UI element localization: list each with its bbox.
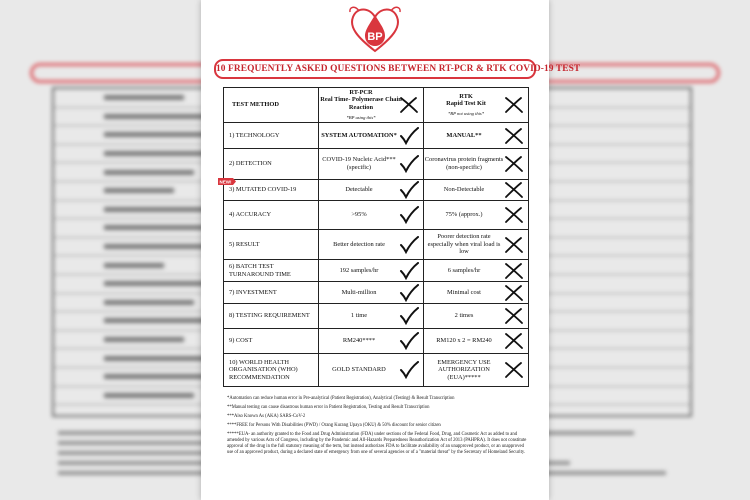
rt-pcr-answer xyxy=(319,354,424,387)
rt-pcr-desc: Real Time- Polymerase Chain Reaction xyxy=(320,96,402,111)
cross-icon xyxy=(504,206,524,224)
footnote: ***Also Known As (AKA) SARS-CoV-2 xyxy=(227,414,306,419)
rtk-answer-text: EMERGENCY USE AUTHORIZATION (EUA)***** xyxy=(437,358,491,381)
rtk-answer-text: Non-Detectable xyxy=(443,186,485,194)
header-rtk xyxy=(424,88,529,123)
rtk-answer xyxy=(424,149,529,180)
check-icon xyxy=(399,262,419,280)
table-row xyxy=(224,282,529,304)
check-icon xyxy=(399,181,419,199)
rtk-answer-text: Poorer detection rate especially when viral load is low xyxy=(427,233,501,256)
cross-icon xyxy=(504,96,524,114)
rtk-answer-text: MANUAL** xyxy=(446,131,482,139)
rtk-desc: Rapid Test Kit xyxy=(446,100,486,108)
comparison-table xyxy=(219,87,529,387)
check-icon xyxy=(399,236,419,254)
question-cell: 5) RESULT xyxy=(224,230,319,260)
rtk-name: RTK xyxy=(459,92,473,100)
table-header-row xyxy=(224,88,529,123)
bp-heart-logo xyxy=(347,3,403,53)
check-icon xyxy=(399,332,419,350)
check-icon xyxy=(399,127,419,145)
rt-pcr-answer-text: RM240**** xyxy=(342,337,376,345)
rt-pcr-answer xyxy=(319,230,424,260)
question-text: 3) MUTATED COVID-19 xyxy=(229,186,297,194)
check-icon xyxy=(399,155,419,173)
check-icon xyxy=(399,307,419,325)
check-icon xyxy=(399,206,419,224)
table-row xyxy=(224,304,529,329)
rt-pcr-answer-text: Multi-million xyxy=(341,288,377,296)
footnote: ****FREE for Persons With Disabilities (PWD) / Orang Kurang Upaya (OKU) & 50% discount for senior citizen xyxy=(227,423,441,428)
question-cell: 4) ACCURACY xyxy=(224,201,319,230)
footnote: *****EUA- an authority granted to the Food and Drug Administration (FDA) under sections of the Federal Food, Drug, and Cosmetic Act as added to and amended by various Acts of Congress, including by the Pandemic and All-Hazards Preparedness Reauthorization Act of 2013 (PAHPRA). It does not constitute approval of the drug in the full statutory meaning of the term, but instead authorizes FDA to facilitate availability of an unapproved product, or an unapproved use of an approved product, during a declared state of emergency from one of several agencies or of a "material threat" by the Secretary of Homeland Security. xyxy=(227,432,527,455)
table-row xyxy=(224,260,529,282)
header-test-method: TEST METHOD xyxy=(224,88,319,123)
cross-icon xyxy=(504,361,524,379)
rtk-answer-text: Coronavirus protein fragments (non-specific) xyxy=(424,156,504,171)
cross-icon xyxy=(504,307,524,325)
rtk-answer xyxy=(424,201,529,230)
question-cell: 1) TECHNOLOGY xyxy=(224,123,319,149)
rt-pcr-answer-text: >95% xyxy=(351,211,367,219)
question-cell: 2) DETECTION xyxy=(224,149,319,180)
rt-pcr-answer-text: SYSTEM AUTOMATION* xyxy=(321,131,397,139)
rtk-answer xyxy=(424,282,529,304)
table-row xyxy=(224,149,529,180)
rt-pcr-answer xyxy=(319,180,424,201)
cross-icon xyxy=(504,155,524,173)
footnotes xyxy=(227,396,527,459)
rtk-note: *BP not using this* xyxy=(447,110,485,116)
rt-pcr-answer xyxy=(319,282,424,304)
question-cell: 7) INVESTMENT xyxy=(224,282,319,304)
rtk-answer xyxy=(424,180,529,201)
rt-pcr-note: *BP using this* xyxy=(346,114,376,120)
rtk-answer xyxy=(424,260,529,282)
rtk-answer-text: 6 samples/hr xyxy=(447,266,481,274)
new-badge-text: NEW! xyxy=(219,179,232,185)
page-title: 10 FREQUENTLY ASKED QUESTIONS BETWEEN RT-PCR & RTK COVID-19 TEST xyxy=(214,59,536,79)
rt-pcr-answer-text: Better detection rate xyxy=(333,240,385,248)
rtk-answer xyxy=(424,304,529,329)
table-row xyxy=(224,230,529,260)
rt-pcr-answer xyxy=(319,329,424,354)
rtk-answer-text: 2 times xyxy=(454,312,474,320)
rtk-answer-text: RM120 x 2 = RM240 xyxy=(436,337,492,345)
rt-pcr-answer xyxy=(319,201,424,230)
rt-pcr-answer xyxy=(319,123,424,149)
question-cell xyxy=(219,179,319,201)
check-icon xyxy=(399,284,419,302)
question-cell: 9) COST xyxy=(224,329,319,354)
cross-icon xyxy=(504,236,524,254)
header-rt-pcr xyxy=(319,88,424,123)
cross-icon xyxy=(504,181,524,199)
rtk-answer xyxy=(424,230,529,260)
rtk-answer xyxy=(424,354,529,387)
cross-icon xyxy=(399,96,419,114)
rt-pcr-answer-text: Detectable xyxy=(345,186,373,194)
cross-icon xyxy=(504,262,524,280)
question-cell: 6) BATCH TEST TURNAROUND TIME xyxy=(224,260,319,282)
cross-icon xyxy=(504,332,524,350)
cross-icon xyxy=(504,284,524,302)
table-row xyxy=(224,354,529,387)
faq-sheet xyxy=(201,0,581,500)
question-cell: 8) TESTING REQUIREMENT xyxy=(224,304,319,329)
table-row xyxy=(224,329,529,354)
rtk-answer-text: Minimal cost xyxy=(447,288,481,296)
rtk-answer xyxy=(424,329,529,354)
rt-pcr-answer-text: 192 samples/hr xyxy=(339,266,379,274)
rt-pcr-answer-text: COVID-19 Nucleic Acid*** (specific) xyxy=(322,156,396,171)
question-cell: 10) WORLD HEALTH ORGANISATION (WHO) RECOMMENDATION xyxy=(224,354,319,387)
rt-pcr-answer xyxy=(319,149,424,180)
rtk-answer xyxy=(424,123,529,149)
table-row xyxy=(224,201,529,230)
footnote: **Manual testing can cause disastrous human error in Patient Registration, Testing and Result Transcription xyxy=(227,405,430,410)
new-badge xyxy=(218,177,236,186)
table-row xyxy=(224,123,529,149)
rt-pcr-answer xyxy=(319,260,424,282)
check-icon xyxy=(399,361,419,379)
rtk-answer-text: 75% (approx.) xyxy=(445,211,483,219)
rt-pcr-answer-text: GOLD STANDARD xyxy=(332,366,386,374)
table-row xyxy=(224,180,529,201)
rt-pcr-name: RT-PCR xyxy=(349,88,373,96)
rt-pcr-answer-text: 1 time xyxy=(350,312,368,320)
footnote: *Automation can reduce human error in Pre-analytical (Patient Registration), Analytical (Testing) & Result Transcription xyxy=(227,396,455,401)
logo-text: BP xyxy=(367,31,383,43)
rt-pcr-answer xyxy=(319,304,424,329)
cross-icon xyxy=(504,127,524,145)
